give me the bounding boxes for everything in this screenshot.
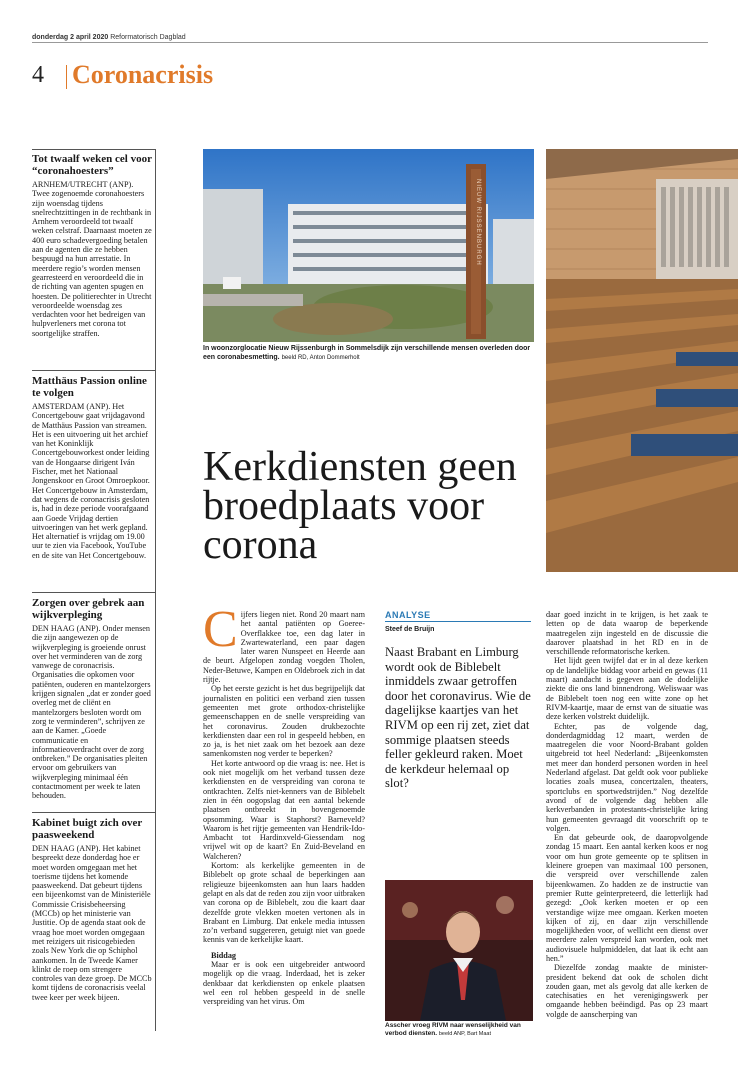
section-title: Coronacrisis: [72, 60, 214, 89]
masthead-date: donderdag 2 april 2020: [32, 34, 109, 41]
article-paragraph: ijfers liegen niet. Rond 20 maart nam het aantal patiënten op Goeree-Overflakkee toe, een dag later in Zwartewaterland, een paar dagen later waren Nunspeet en Heerde aan de beurt. Afgelopen zondag voegden Tholen, Neder-Betuwe, Kampen en Oldebroek zich in dat rijtje.: [203, 610, 365, 685]
sidebar-rule: [32, 370, 156, 371]
caption-credit: beeld RD, Anton Dommerholt: [281, 355, 360, 361]
analyse-rule: [385, 621, 531, 622]
brief-title: Tot twaalf weken cel voor “coronahoesters”: [32, 153, 152, 177]
care-home-sign: NIEUW RIJSSENBURGH: [475, 179, 481, 266]
article-paragraph: Echter, pas de volgende dag, donderdagmiddag 12 maart, werden de maatregelen die voor Noord-Brabant golden uitgebreid tot heel Nederland: „Bijeenkomsten met meer dan honderd personen worden in heel Nederland afgelast. Dat geldt ook voor publieke locaties zoals musea, concertzalen, theaters, sportclubs en sportwedstrijden.” Nog dezelfde avond of de volgende dag hebben alle kerkverbanden in protestants-christelijke kring hun gemeenten gevraagd dit voorschrift op te volgen.: [546, 721, 708, 833]
page-number: 4: [32, 62, 44, 88]
article-paragraph: En dat gebeurde ook, de daaropvolgende zondag 15 maart. Een aantal kerken koos er nog voor om hun grote gemeente op te splitsen in kleinere groepen van maximaal 100 personen, die verspreid over verschillende zalen bijeenkwamen. Zo hadden ze de instructie van premier Rutte geïnterpreteerd, die letterlijk had gezegd: „Ook kerken moeten er op een verstandige wijze mee omgaan. Kerken moeten kijken of zij, en daar zijn verschillende mogelijkheden voor, of wellicht een dienst over meerdere zalen verspreid kan worden, ook met audiovisuele hulpmiddelen, dat laat ik echt aan hen.”: [546, 833, 708, 963]
article-paragraph: Het korte antwoord op die vraag is: nee. Het is ook niet mogelijk om het verband tussen deze kerkdiensten en de verspreiding van corona te ontkrachten. Zelfs niet-kenners van de Biblebelt zien in één oogopslag dat een aantal bekende plaatsen ontbreekt in bovengenoemde opsomming. Waar is Staphorst? Barneveld? Waarom is het rijtje gemeenten van Hendrik-Ido-Ambacht tot Hardinxveld-Giessendam nog vrijwel wit op de kaart? En Zuid-Beveland en Walcheren?: [203, 758, 365, 861]
asscher-photo: [385, 880, 533, 1021]
photo-caption: [385, 1022, 533, 1038]
article-column-1: [203, 601, 365, 1007]
article-paragraph: Het lijdt geen twijfel dat er in al deze kerken op de landelijke biddag voor arbeid en gewas (11 maart) aandacht is gegeven aan de dodelijke ziekte die ons land binnendrong. Weliswaar was de Biblebelt toen nog een witte zone op het RIVM-kaartje, maar de ernst van de situatie was deze kerken volstrekt duidelijk.: [546, 656, 708, 722]
brief-2: [32, 375, 152, 560]
caption-text: Asscher vroeg RIVM naar wenselijkheid van verbod diensten.: [385, 1022, 521, 1037]
brief-body: DEN HAAG (ANP). Onder mensen die zijn aangewezen op de wijkverpleging is groeiende onrust over het verminderen van de zorg vanwege de coronacrisis. Organisaties die opkomen voor patiënten, ouderen en mantelzorgers krijgen signalen „dat er zonder goed overleg met de cliënt en mantelzorgers besloten wordt om zorg te verminderen”, schrijven ze aan de Kamer. „Goede communicatie en informatieoverdracht over de zorg ontbreken.” De organisaties pleiten ervoor om gebruikers van wijkverpleging minimaal één contactmoment per week te laten behouden.: [32, 624, 151, 801]
sidebar-rule: [32, 592, 156, 593]
article-paragraph: Op het eerste gezicht is het dus begrijpelijk dat journalisten en politici een verband zien tussen gemeenten met grote orthodox-christelijke gemeenschappen en de snelle verspreiding van het coronavirus. Zouden drukbezochte kerkdiensten daar een rol in gespeeld hebben, en zo ja, is het niet zaak om het bezoek aan deze samenkomsten nog verder te beperken?: [203, 684, 365, 759]
sidebar-border: [155, 149, 156, 1031]
caption-credit: beeld ANP, Bart Maat: [438, 1031, 492, 1037]
section-divider: [66, 65, 67, 89]
brief-title: Matthäus Passion online te volgen: [32, 375, 147, 399]
article-intro: Naast Brabant en Limburg wordt ook de Biblebelt inmiddels zwaar getroffen door het coronavirus. Wie de dagelijkse kaartjes van het RIVM op een rij zet, ziet dat sommige plaatsen steeds feller gekleurd raken. Moet de kerkdeur helemaal op slot?: [385, 645, 531, 791]
brief-title: Kabinet buigt zich over paasweekend: [32, 817, 143, 841]
masthead: [32, 34, 708, 41]
brief-body: ARNHEM/UTRECHT (ANP). Twee zogenoemde coronahoesters zijn woensdag tijdens snelrechtzittingen in de rechtbank in Arnhem veroordeeld tot twaalf weken celstraf. Daarnaast moeten ze 400 euro schadevergoeding betalen aan de agenten die ze hebben bespuugd na hun arrestatie. In meerdere regio’s worden mensen gearresteerd en veroordeeld die in de richting van agenten spugen en hoesten. De politierechter in Utrecht veroordeelde woensdag zes verdachten voor het bedreigen van hulpverleners met corona tot soortgelijke straffen.: [32, 180, 152, 338]
article-paragraph: Diezelfde zondag maakte de minister-president bekend dat ook de scholen dicht zouden gaan, met als gevolg dat alle kerken de catechisaties en het verenigingswerk per omgaande hebben beëindigd. Pas op 23 maart volgde de aanscherping van: [546, 963, 708, 1019]
brief-1: [32, 153, 152, 338]
church-interior-photo: [546, 149, 738, 572]
caption-text: In woonzorglocatie Nieuw Rijssenburgh in Sommelsdijk zijn verschillende mensen overleden door een coronabesmetting.: [203, 345, 531, 361]
brief-title: Zorgen over gebrek aan wijkverpleging: [32, 597, 145, 621]
brief-3: [32, 597, 152, 801]
brief-4: [32, 817, 152, 1002]
article-paragraph: Maar er is ook een uitgebreider antwoord mogelijk op die vraag. Inderdaad, het is zeker denkbaar dat kerkdiensten op enkele plaatsen wel een rol hebben gespeeld in de snelle verspreiding van het virus. Om: [203, 959, 365, 1007]
article-paragraph: Kortom: als kerkelijke gemeenten in de Biblebelt op grote schaal de beperkingen aan religieuze bijeenkomsten aan hun laars hadden gelapt en als dat de reden zou zijn voor uitbraken van corona op de Biblebelt, zou die kaart daar dezelfde grote vlekken moeten vertonen als in Brabant en Limburg. Dat enkele media intussen zo’n verband suggereren, getuigt niet van goede kennis van de kerkelijke kaart.: [203, 861, 365, 945]
brief-body: AMSTERDAM (ANP). Het Concertgebouw gaat vrijdagavond de Matthäus Passion van streamen. Het is een uitvoering uit het archief van het Koninklijk Concertgebouworkest onder leiding van de Hongaarse dirigent Iván Fischer, met het Nationaal Jongenskoor en Groot Omroepkoor. Het Concertgebouw in Amsterdam, dat wegens de coronacrisis gesloten is, had in deze periode voorafgaand aan Goede Vrijdag dertien uitvoeringen van het werk gepland. Het alternatief is vrijdag om 19.00 uur te zien via Facebook, YouTube en de site van Het Concertgebouw.: [32, 402, 150, 560]
analyse-label: ANALYSE: [385, 610, 431, 620]
top-rule: [32, 42, 708, 43]
sidebar-rule: [32, 149, 156, 150]
headline: Kerkdiensten geen broedplaats voor corona: [203, 444, 517, 568]
sidebar-rule: [32, 812, 156, 813]
brief-body: DEN HAAG (ANP). Het kabinet bespreekt deze donderdag hoe er moet worden omgegaan met het toerisme tijdens het komende paasweekend. Dat gebeurt tijdens een bijeenkomst van de Ministeriële Commissie Crisisbeheersing (MCCb) op het ministerie van Justitie. Op de agenda staat ook de vraag hoe moet worden omgegaan met reizigers uit risicogebieden zoals New York die op Schiphol aankomen. In de Tweede Kamer klinkt de roep om strengere controles van deze groep. De MCCb komt tijdens de coronacrisis veelal twee keer per week bijeen.: [32, 844, 152, 1002]
care-home-photo: [203, 149, 534, 342]
author-byline: Steef de Bruijn: [385, 626, 435, 633]
article-paragraph: daar goed inzicht in te krijgen, is het zaak te letten op de data waarop de beperkende maatregelen zijn ingesteld en de discussie die daarover plaatshad in het RD en in de verschillende reformatorische kerken.: [546, 610, 708, 657]
article-subhead: Biddag: [211, 950, 237, 960]
masthead-paper: Reformatorisch Dagblad: [110, 34, 186, 41]
article-column-3: [546, 610, 708, 1019]
dropcap: C: [203, 601, 238, 658]
photo-caption: [203, 344, 534, 363]
